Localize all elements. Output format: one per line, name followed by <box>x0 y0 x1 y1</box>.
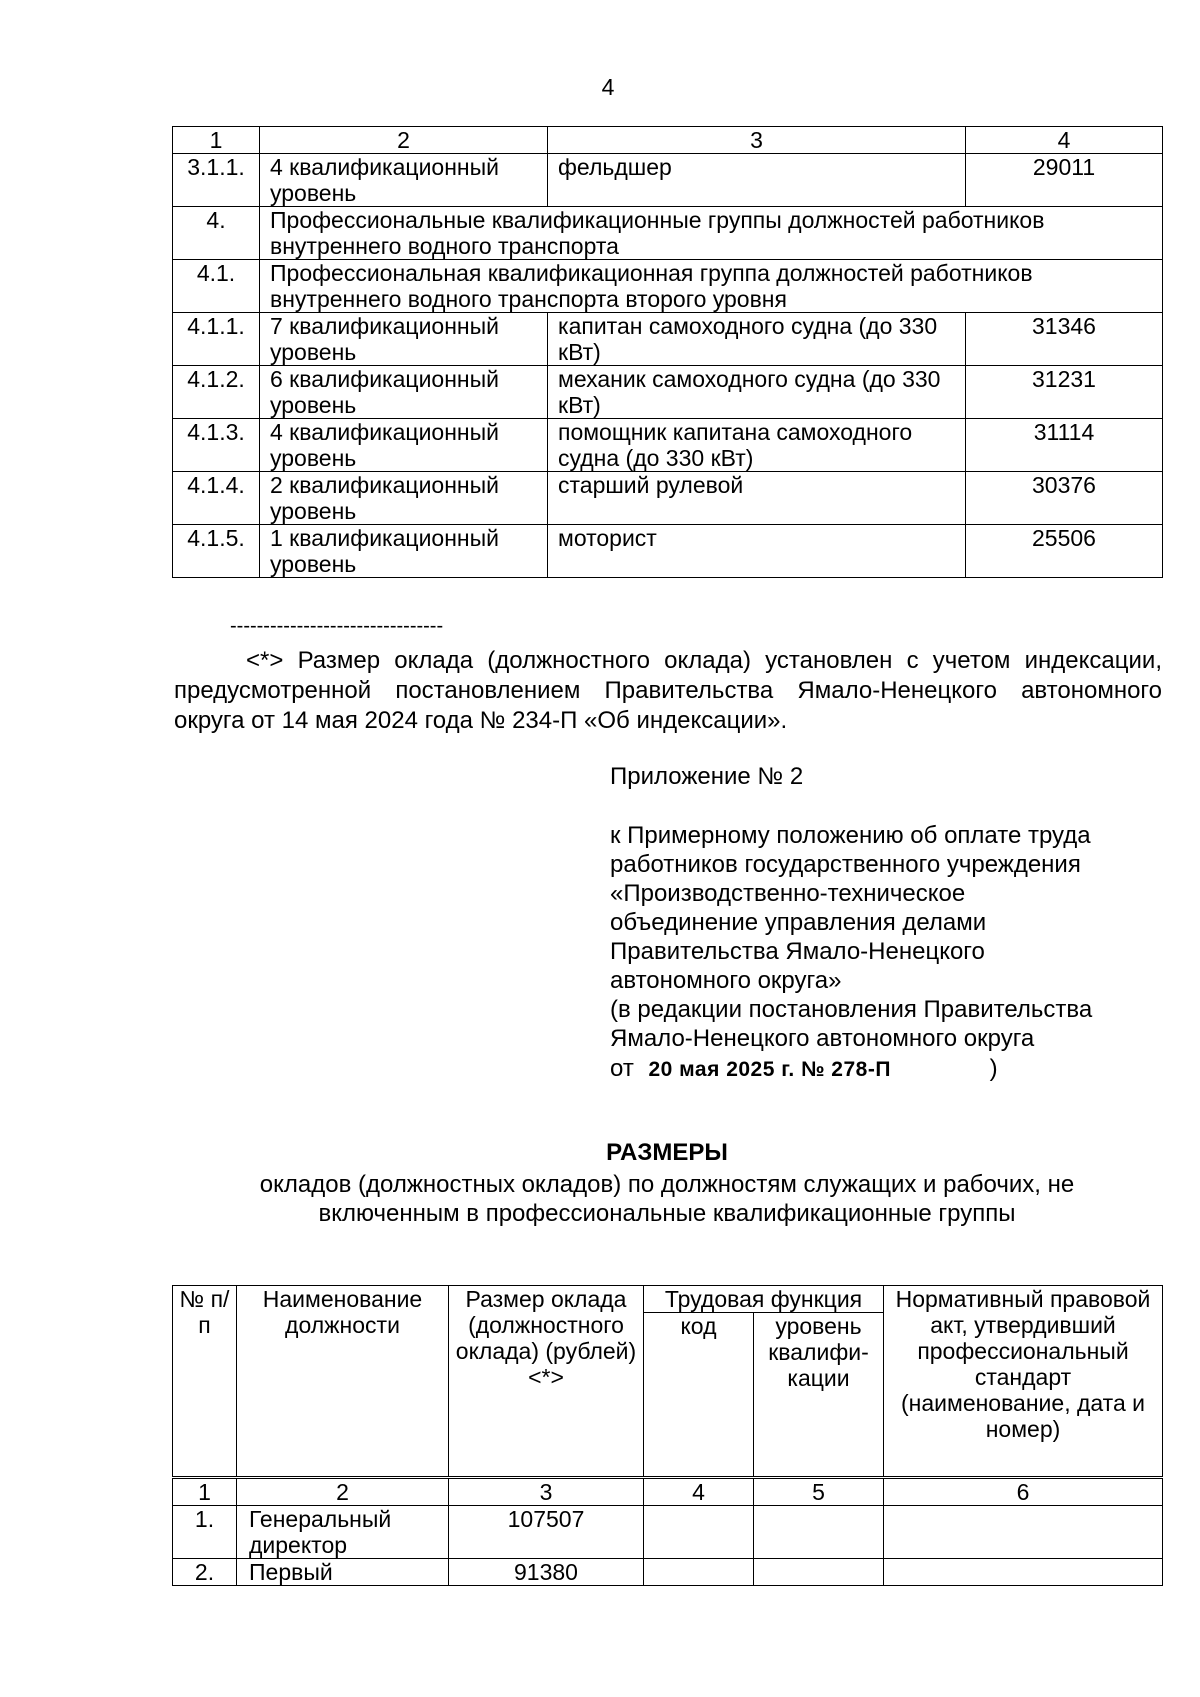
section-heading: РАЗМЕРЫ <box>606 1139 728 1166</box>
date-value: 20 мая 2025 г. № 278-П <box>648 1058 891 1081</box>
row-number: 4.1.2. <box>173 366 260 419</box>
appendix-line: Правительства Ямало-Ненецкого <box>610 938 985 965</box>
row-salary: 31114 <box>966 419 1163 472</box>
subheading-line: окладов (должностных окладов) по должностям служащих и рабочих, не <box>259 1171 1075 1198</box>
footnote <box>174 646 1162 736</box>
row-number: 4.1.3. <box>173 419 260 472</box>
footnote-text: <*> Размер оклада (должностного оклада) установлен с учетом индексации, предусмотренной постановлением Правительства Ямало-Ненецкого автономного округа от 14 мая 2024 года № 234-П «Об индексации». <box>174 647 1162 734</box>
appendix-line: «Производственно-техническое <box>610 880 966 907</box>
table-header-row <box>173 1286 1163 1313</box>
row-position: механик самоходного судна (до 330 кВт) <box>548 366 966 419</box>
numbering-cell: 3 <box>449 1478 644 1506</box>
header-level: уровень квалифи-кации <box>754 1313 884 1478</box>
table-row <box>173 154 1163 207</box>
appendix-line: объединение управления делами <box>610 909 987 936</box>
row-name: Первый <box>237 1559 449 1586</box>
table-row <box>173 1506 1163 1559</box>
positions-table <box>172 1285 1163 1586</box>
row-salary: 30376 <box>966 472 1163 525</box>
row-level <box>754 1506 884 1559</box>
header-function: Трудовая функция <box>644 1286 884 1313</box>
row-position: фельдшер <box>548 154 966 207</box>
page-number: 4 <box>601 74 615 100</box>
appendix-line: (в редакции постановления Правительства <box>610 996 1093 1023</box>
row-number: 1. <box>173 1506 237 1559</box>
header-cell: 4 <box>966 127 1163 154</box>
row-number: 4.1.1. <box>173 313 260 366</box>
table-row <box>173 419 1163 472</box>
row-name: Генеральный директор <box>237 1506 449 1559</box>
numbering-cell: 1 <box>173 1478 237 1506</box>
row-position: капитан самоходного судна (до 330 кВт) <box>548 313 966 366</box>
row-level: 4 квалификационный уровень <box>260 154 548 207</box>
header-cell: 2 <box>260 127 548 154</box>
table-row <box>173 525 1163 578</box>
row-position: старший рулевой <box>548 472 966 525</box>
row-code <box>644 1559 754 1586</box>
row-number: 3.1.1. <box>173 154 260 207</box>
table-group-row <box>173 260 1163 313</box>
header-cell: 1 <box>173 127 260 154</box>
row-act <box>884 1559 1163 1586</box>
table-row <box>173 472 1163 525</box>
section-subheading <box>172 1170 1162 1228</box>
row-level: 7 квалификационный уровень <box>260 313 548 366</box>
appendix-date <box>610 1054 1170 1084</box>
row-salary: 31231 <box>966 366 1163 419</box>
row-number: 4. <box>173 207 260 260</box>
header-cell: 3 <box>548 127 966 154</box>
subheading-line: включенным в профессиональные квалификационные группы <box>318 1200 1016 1227</box>
row-position: помощник капитана самоходного судна (до 330 кВт) <box>548 419 966 472</box>
table-group-row <box>173 207 1163 260</box>
header-act: Нормативный правовой акт, утвердивший профессиональный стандарт (наименование, дата и номер) <box>884 1286 1163 1478</box>
table-row <box>173 366 1163 419</box>
appendix-body <box>610 821 1170 1053</box>
row-level: 1 квалификационный уровень <box>260 525 548 578</box>
row-number: 2. <box>173 1559 237 1586</box>
row-salary: 29011 <box>966 154 1163 207</box>
row-salary: 25506 <box>966 525 1163 578</box>
row-group: Профессиональные квалификационные группы должностей работников внутреннего водного транспорта <box>260 207 1163 260</box>
table-row <box>173 1559 1163 1586</box>
date-prefix: от <box>610 1055 634 1082</box>
header-salary: Размер оклада (должностного оклада) (рублей) <*> <box>449 1286 644 1478</box>
row-salary: 31346 <box>966 313 1163 366</box>
row-number: 4.1. <box>173 260 260 313</box>
numbering-cell: 6 <box>884 1478 1163 1506</box>
row-level: 2 квалификационный уровень <box>260 472 548 525</box>
table-header-row <box>173 127 1163 154</box>
row-level <box>754 1559 884 1586</box>
row-level: 6 квалификационный уровень <box>260 366 548 419</box>
numbering-cell: 5 <box>754 1478 884 1506</box>
date-suffix: ) <box>989 1055 998 1082</box>
appendix-title: Приложение № 2 <box>610 763 804 790</box>
appendix-line: автономного округа» <box>610 967 842 994</box>
header-code: код <box>644 1313 754 1478</box>
table-numbering-row <box>173 1478 1163 1506</box>
qualification-table <box>172 126 1163 578</box>
row-position: моторист <box>548 525 966 578</box>
row-code <box>644 1506 754 1559</box>
row-salary: 91380 <box>449 1559 644 1586</box>
row-group: Профессиональная квалификационная группа должностей работников внутреннего водного транспорта второго уровня <box>260 260 1163 313</box>
row-act <box>884 1506 1163 1559</box>
numbering-cell: 4 <box>644 1478 754 1506</box>
appendix-line: Ямало-Ненецкого автономного округа <box>610 1025 1035 1052</box>
header-num: № п/п <box>173 1286 237 1478</box>
header-name: Наименование должности <box>237 1286 449 1478</box>
row-salary: 107507 <box>449 1506 644 1559</box>
footnote-separator: -------------------------------- <box>230 615 444 637</box>
appendix-line: к Примерному положению об оплате труда <box>610 822 1091 849</box>
numbering-cell: 2 <box>237 1478 449 1506</box>
row-number: 4.1.5. <box>173 525 260 578</box>
row-number: 4.1.4. <box>173 472 260 525</box>
table-row <box>173 313 1163 366</box>
appendix-line: работников государственного учреждения <box>610 851 1081 878</box>
row-level: 4 квалификационный уровень <box>260 419 548 472</box>
